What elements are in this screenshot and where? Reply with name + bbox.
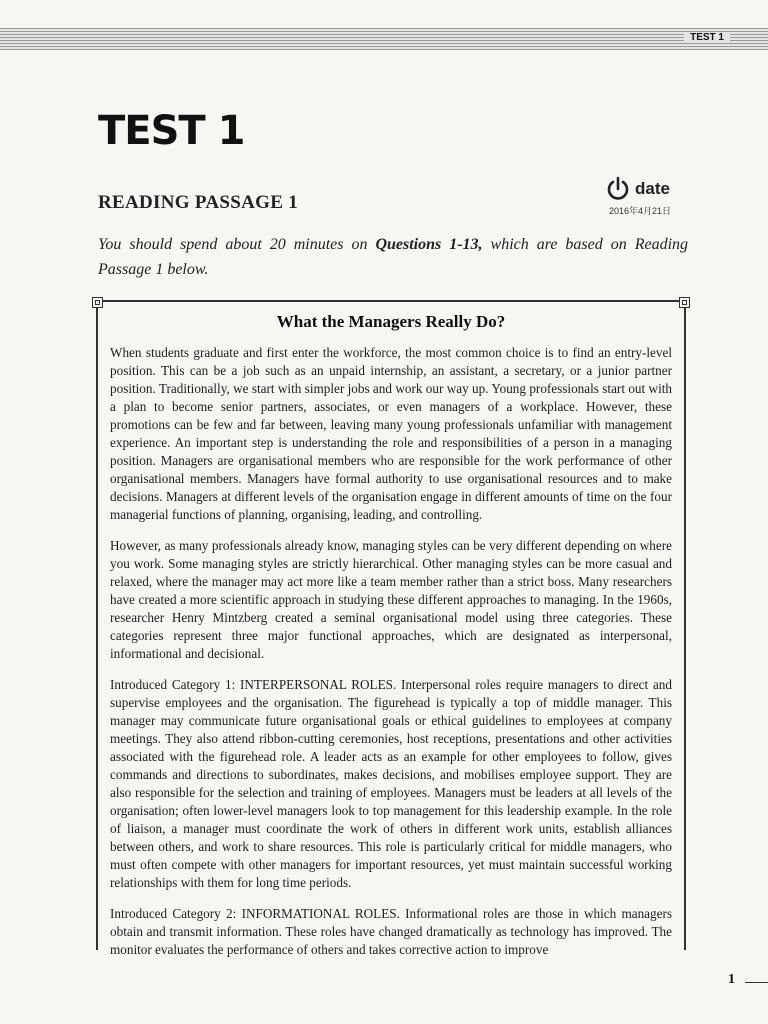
power-clock-icon bbox=[605, 176, 631, 202]
running-head: TEST 1 bbox=[684, 32, 730, 43]
passage-box-top-rule bbox=[96, 300, 686, 302]
passage-paragraph-4: Introduced Category 2: INFORMATIONAL ROLES. Informational roles are those in which managers obtain and transmit information. These roles have changed dramatically as technology has improved. The monitor evaluates the performance of others and takes corrective action to improve bbox=[110, 906, 672, 957]
page-number: 1 bbox=[728, 972, 735, 987]
passage-body bbox=[110, 344, 672, 972]
passage-paragraph-3: Introduced Category 1: INTERPERSONAL ROLES. Interpersonal roles require managers to direct and supervise employees and the organisation. The figurehead is typically a top of middle manager. This manager may communicate future organisational goals or ethical guidelines to employees at company meetings. They also attend ribbon-cutting ceremonies, host receptions, presentations and other activities associated with the figurehead role. A leader acts as an example for other employees to follow, gives commands and directions to subordinates, makes decisions, and mobilises employee support. They are also responsible for the selection and training of employees. Managers must be leaders at all levels of the organisation; often lower-level managers look to top management for this leadership example. In the role of liaison, a manager must coordinate the work of others in different work units, establish alliances between others, and work to share resources. This role is particularly critical for middle managers, who must often compete with other managers for important resources, yet must maintain successful working relationships with them for long time periods. bbox=[110, 677, 672, 890]
instructions-text-end: which are based on Reading Passage 1 below. bbox=[98, 236, 689, 278]
instructions bbox=[98, 232, 688, 282]
date-label: date bbox=[635, 179, 670, 198]
passage-title: What the Managers Really Do? bbox=[276, 312, 506, 331]
test-title: TEST 1 bbox=[98, 108, 245, 154]
date-value: 2016年4月21日 bbox=[609, 206, 672, 216]
passage-paragraph-1: When students graduate and first enter the workforce, the most common choice is to find an entry-level position. This can be a job such as an unpaid internship, an assistant, a secretary, or a junior partner position. Traditionally, we start with simpler jobs and work our way up. Young professionals start out with a plan to become senior partners, associates, or even managers of a workplace. However, these promotions can be few and far between, leaving many young professionals unfamiliar with management experience. An important step is understanding the role and responsibilities of a person in a managing position. Managers are organisational members who are responsible for the work performance of other organisational members. Managers have formal authority to use organisational resources and to make decisions. Managers at different levels of the organisation engage in different amounts of time on the four managerial functions of planning, organising, leading, and controlling. bbox=[110, 345, 672, 522]
header-band bbox=[0, 28, 768, 50]
corner-ornament-right bbox=[679, 297, 690, 308]
passage-paragraph-2: However, as many professionals already know, managing styles can be very different depending on where you work. Some managing styles are strictly hierarchical. Other managing styles can be more casual and relaxed, where the manager may act more like a team member rather than a strict boss. Many researchers have created a more scientific approach in studying these different approaches to managing. In the 1960s, researcher Henry Mintzberg created a seminal organisational model using three categories. These categories represent three major functional approaches, which are designated as interpersonal, informational and decisional. bbox=[110, 538, 672, 661]
corner-ornament-left bbox=[92, 297, 103, 308]
passage-heading: READING PASSAGE 1 bbox=[98, 192, 299, 213]
passage-box bbox=[96, 300, 686, 957]
page-number-rule bbox=[745, 982, 768, 983]
instructions-text-start: You should spend about 20 minutes on bbox=[98, 236, 376, 253]
instructions-questions: Questions 1-13, bbox=[375, 236, 483, 253]
